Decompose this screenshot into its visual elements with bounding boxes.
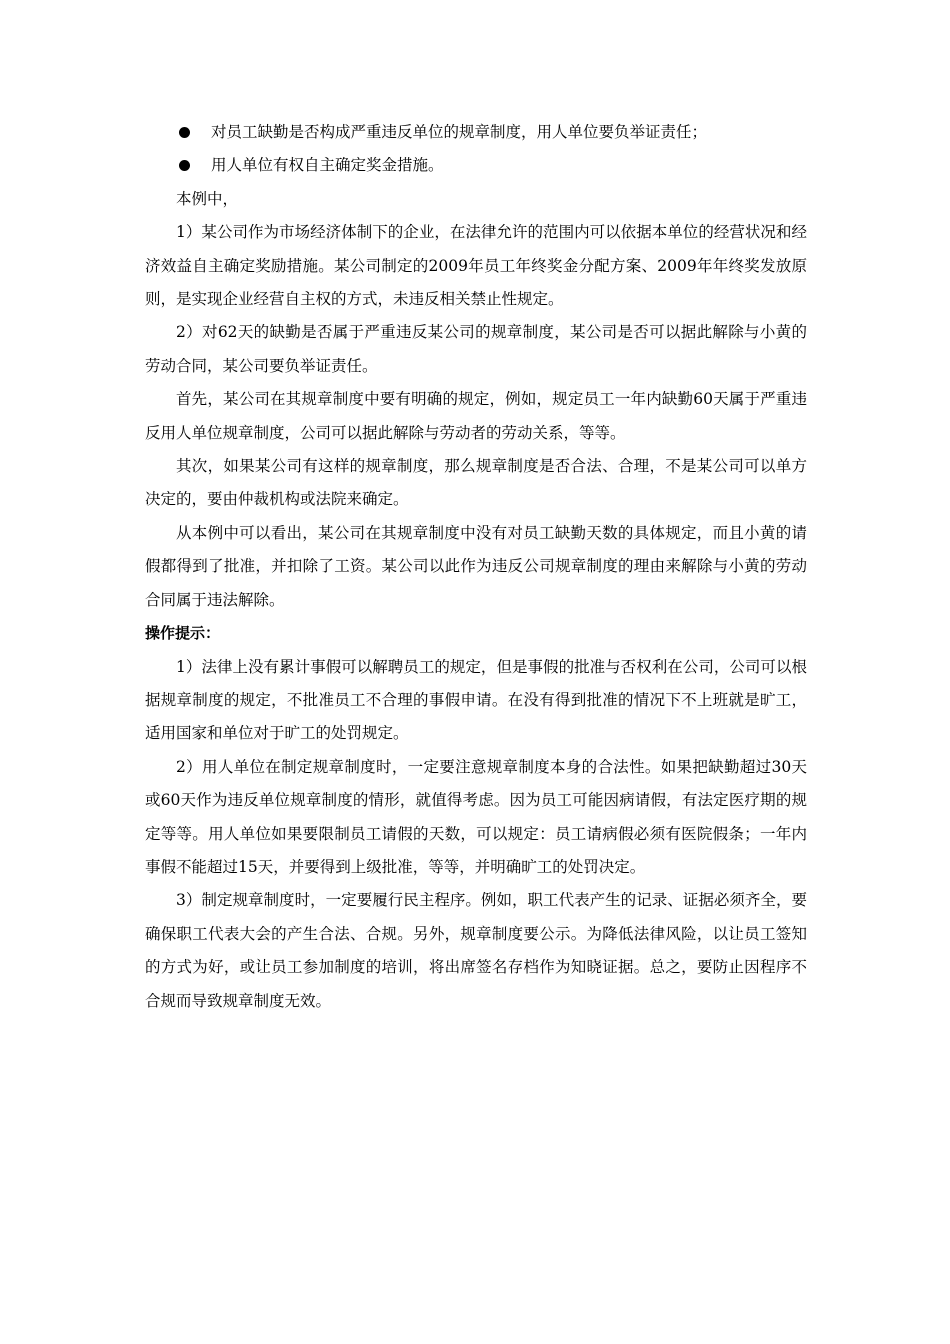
analysis-paragraph-2: 2）对62天的缺勤是否属于严重违反某公司的规章制度，某公司是否可以据此解除与小黄的劳动合同，某公司要负举证责任。 — [145, 323, 807, 375]
bullet-text: 对员工缺勤是否构成严重违反单位的规章制度，用人单位要负举证责任； — [211, 123, 708, 141]
bullet-text: 用人单位有权自主确定奖金措施。 — [211, 156, 444, 175]
tips-heading: 操作提示： — [145, 624, 221, 643]
tip-paragraph-2: 2）用人单位在制定规章制度时，一定要注意规章制度本身的合法性。如果把缺勤超过30天或60天作为违反单位规章制度的情形，就值得考虑。因为员工可能因病请假，有法定医疗期的规定等等。用人单位如果要限制员工请假的天数，可以规定：员工请病假必须有医院假条；一年内事假不能超过15天，并要得到上级批准，等等，并明确旷工的处罚决定。 — [145, 757, 807, 876]
analysis-paragraph-3: 首先，某公司在其规章制度中要有明确的规定，例如，规定员工一年内缺勤60天属于严重违反用人单位规章制度，公司可以据此解除与劳动者的劳动关系，等等。 — [145, 390, 807, 442]
bullet-item — [145, 149, 807, 182]
intro-paragraph: 本例中， — [176, 189, 239, 208]
bullet-dot-icon — [179, 127, 190, 138]
analysis-paragraph-4: 其次，如果某公司有这样的规章制度，那么规章制度是否合法、合理，不是某公司可以单方决定的，要由仲裁机构或法院来确定。 — [145, 457, 807, 509]
analysis-paragraph-1: 1）某公司作为市场经济体制下的企业，在法律允许的范围内可以依据本单位的经营状况和经济效益自主确定奖励措施。某公司制定的2009年员工年终奖金分配方案、2009年年终奖发放原则，是实现企业经营自主权的方式，未违反相关禁止性规定。 — [145, 223, 807, 309]
bullet-dot-icon — [179, 160, 190, 171]
document-page — [145, 116, 807, 1018]
tip-paragraph-1: 1）法律上没有累计事假可以解聘员工的规定，但是事假的批准与否权利在公司，公司可以根据规章制度的规定，不批准员工不合理的事假申请。在没有得到批准的情况下不上班就是旷工，适用国家和单位对于旷工的处罚规定。 — [145, 657, 807, 743]
analysis-paragraph-5: 从本例中可以看出，某公司在其规章制度中没有对员工缺勤天数的具体规定，而且小黄的请假都得到了批准，并扣除了工资。某公司以此作为违反公司规章制度的理由来解除与小黄的劳动合同属于违法解除。 — [145, 523, 807, 609]
tip-paragraph-3: 3）制定规章制度时，一定要履行民主程序。例如，职工代表产生的记录、证据必须齐全，要确保职工代表大会的产生合法、合规。另外，规章制度要公示。为降低法律风险，以让员工签知的方式为好，或让员工参加制度的培训，将出席签名存档作为知晓证据。总之，要防止因程序不合规而导致规章制度无效。 — [145, 891, 807, 1010]
bullet-item — [145, 116, 807, 149]
